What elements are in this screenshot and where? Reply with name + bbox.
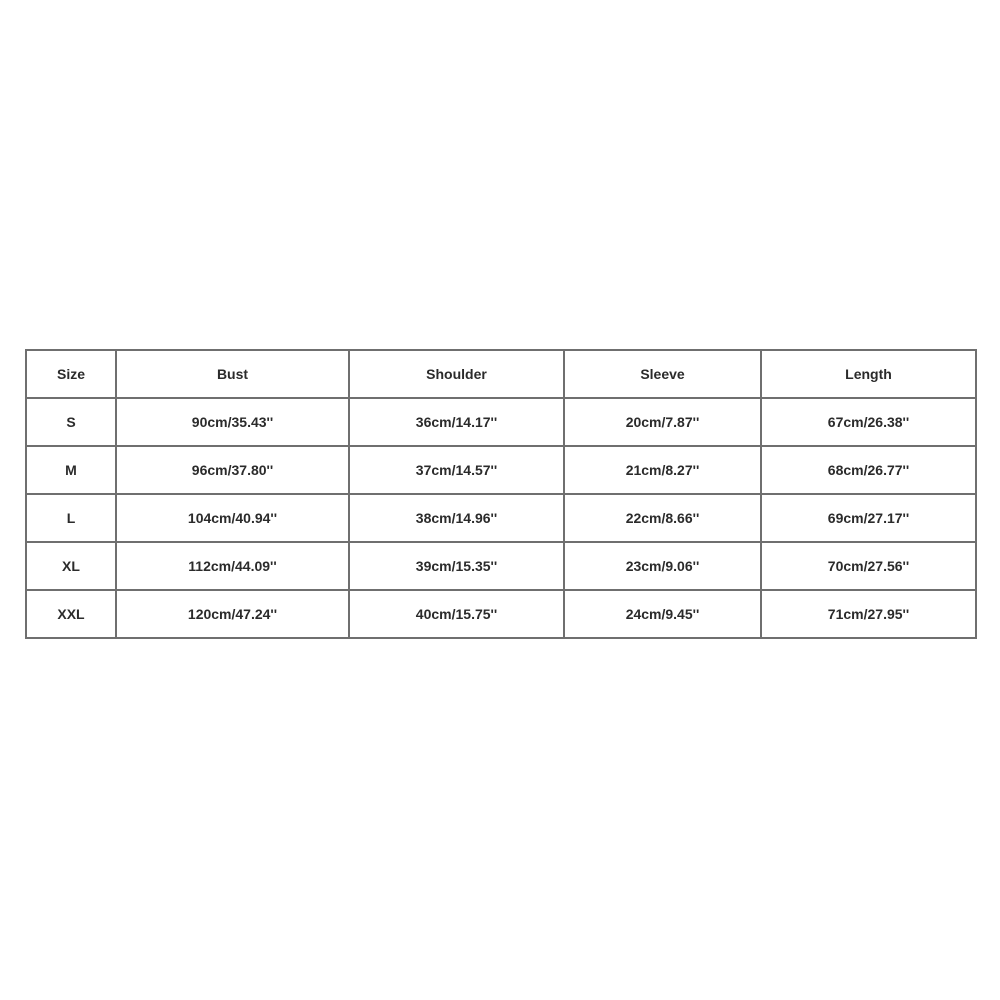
- header-shoulder: Shoulder: [349, 350, 564, 398]
- header-sleeve: Sleeve: [564, 350, 761, 398]
- shoulder-cell: 39cm/15.35'': [349, 542, 564, 590]
- table-row: [26, 398, 976, 446]
- sleeve-cell: 22cm/8.66'': [564, 494, 761, 542]
- size-cell: XL: [26, 542, 116, 590]
- shoulder-cell: 38cm/14.96'': [349, 494, 564, 542]
- shoulder-cell: 40cm/15.75'': [349, 590, 564, 638]
- sleeve-cell: 23cm/9.06'': [564, 542, 761, 590]
- bust-cell: 112cm/44.09'': [116, 542, 349, 590]
- bust-cell: 104cm/40.94'': [116, 494, 349, 542]
- sleeve-cell: 21cm/8.27'': [564, 446, 761, 494]
- sleeve-cell: 24cm/9.45'': [564, 590, 761, 638]
- size-cell: S: [26, 398, 116, 446]
- table-row: [26, 446, 976, 494]
- length-cell: 67cm/26.38'': [761, 398, 976, 446]
- bust-cell: 96cm/37.80'': [116, 446, 349, 494]
- shoulder-cell: 37cm/14.57'': [349, 446, 564, 494]
- header-size: Size: [26, 350, 116, 398]
- bust-cell: 90cm/35.43'': [116, 398, 349, 446]
- length-cell: 68cm/26.77'': [761, 446, 976, 494]
- shoulder-cell: 36cm/14.17'': [349, 398, 564, 446]
- bust-cell: 120cm/47.24'': [116, 590, 349, 638]
- table-header: [26, 350, 976, 398]
- length-cell: 70cm/27.56'': [761, 542, 976, 590]
- sleeve-cell: 20cm/7.87'': [564, 398, 761, 446]
- table-row: [26, 494, 976, 542]
- header-row: [26, 350, 976, 398]
- length-cell: 71cm/27.95'': [761, 590, 976, 638]
- table-row: [26, 542, 976, 590]
- header-bust: Bust: [116, 350, 349, 398]
- length-cell: 69cm/27.17'': [761, 494, 976, 542]
- table-body: [26, 398, 976, 638]
- size-chart-table: [25, 349, 977, 639]
- table-row: [26, 590, 976, 638]
- size-cell: M: [26, 446, 116, 494]
- header-length: Length: [761, 350, 976, 398]
- size-cell: XXL: [26, 590, 116, 638]
- size-cell: L: [26, 494, 116, 542]
